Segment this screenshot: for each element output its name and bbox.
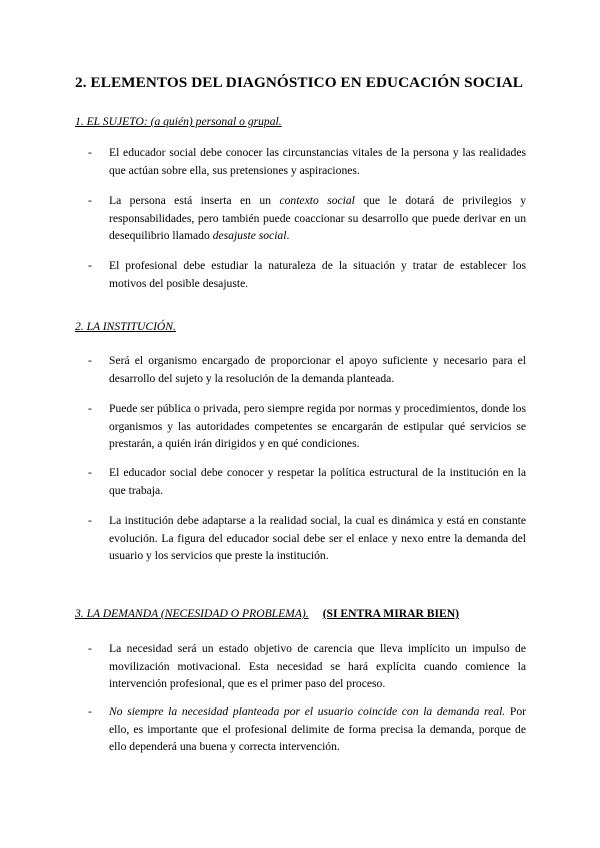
list-item-text: La necesidad será un estado objetivo de carencia que lleva implícito un impulso de movilización motivacional. Esta necesidad se hará explícita cuando comience la intervención profesional, que es el primer paso del proceso. xyxy=(109,642,526,691)
list-item xyxy=(88,257,526,292)
list-item-text: El educador social debe conocer y respetar la política estructural de la institución en la que trabaja. xyxy=(109,466,526,497)
bullet-dash: - xyxy=(88,514,92,527)
page-title: 2. ELEMENTOS DEL DIAGNÓSTICO EN EDUCACIÓN SOCIAL xyxy=(75,74,524,91)
list-item-text: No siempre la necesidad planteada por el usuario coincide con la demanda real. Por ello, es importante que el profesional delimite de forma precisa la demanda, porque de ello dependerá una buena y correcta intervención. xyxy=(109,705,526,754)
bullet-dash: - xyxy=(88,642,92,655)
list-item xyxy=(88,352,526,387)
list-item-text: La institución debe adaptarse a la realidad social, la cual es dinámica y está en constante evolución. La figura del educador social debe ser el enlace y nexo entre la demanda del usuario y los servicios que preste la institución. xyxy=(109,514,526,563)
list-item xyxy=(88,144,526,179)
list-item xyxy=(88,512,526,565)
bullet-dash: - xyxy=(88,466,92,479)
list-item xyxy=(88,640,526,693)
list-item-text: Será el organismo encargado de proporcionar el apoyo suficiente y necesario para el desarrollo del sujeto y la resolución de la demanda planteada. xyxy=(109,354,526,385)
list-item-text: El profesional debe estudiar la naturaleza de la situación y tratar de establecer los motivos del posible desajuste. xyxy=(109,259,526,290)
list-item-text: El educador social debe conocer las circunstancias vitales de la persona y las realidades que actúan sobre ella, sus pretensiones y aspiraciones. xyxy=(109,146,526,177)
bullet-dash: - xyxy=(88,259,92,272)
emphasis-text: No siempre la necesidad planteada por el usuario coincide con la demanda real. xyxy=(109,705,506,718)
list-item-text: La persona está inserta en un contexto social que le dotará de privilegios y responsabilidades, pero también puede coaccionar su desarrollo que puede derivar en un desequilibrio llamado desajuste social. xyxy=(109,194,527,243)
section-heading-sujeto: 1. EL SUJETO: (a quién) personal o grupal. xyxy=(75,115,282,128)
bullet-dash: - xyxy=(88,194,92,207)
section-heading-demanda: 3. LA DEMANDA (NECESIDAD O PROBLEMA). (SI ENTRA MIRAR BIEN) xyxy=(75,607,459,620)
list-item xyxy=(88,400,526,453)
section-heading-institucion: 2. LA INSTITUCIÓN. xyxy=(75,320,176,333)
list-item xyxy=(88,192,526,245)
list-item xyxy=(88,703,526,756)
bullet-dash: - xyxy=(88,705,92,718)
bullet-dash: - xyxy=(88,354,92,367)
bullet-dash: - xyxy=(88,146,92,159)
list-item xyxy=(88,464,526,499)
bullet-dash: - xyxy=(88,402,92,415)
list-item-text: Puede ser pública o privada, pero siempre regida por normas y procedimientos, donde los organismos y las autoridades competentes se encargarán de estipular qué servicios se prestarán, a quién irán dirigidos y en qué condiciones. xyxy=(109,402,526,451)
emphasis-text: contexto social xyxy=(279,194,355,207)
note-text: (SI ENTRA MIRAR BIEN) xyxy=(322,607,459,620)
emphasis-text: desajuste social xyxy=(212,229,287,243)
